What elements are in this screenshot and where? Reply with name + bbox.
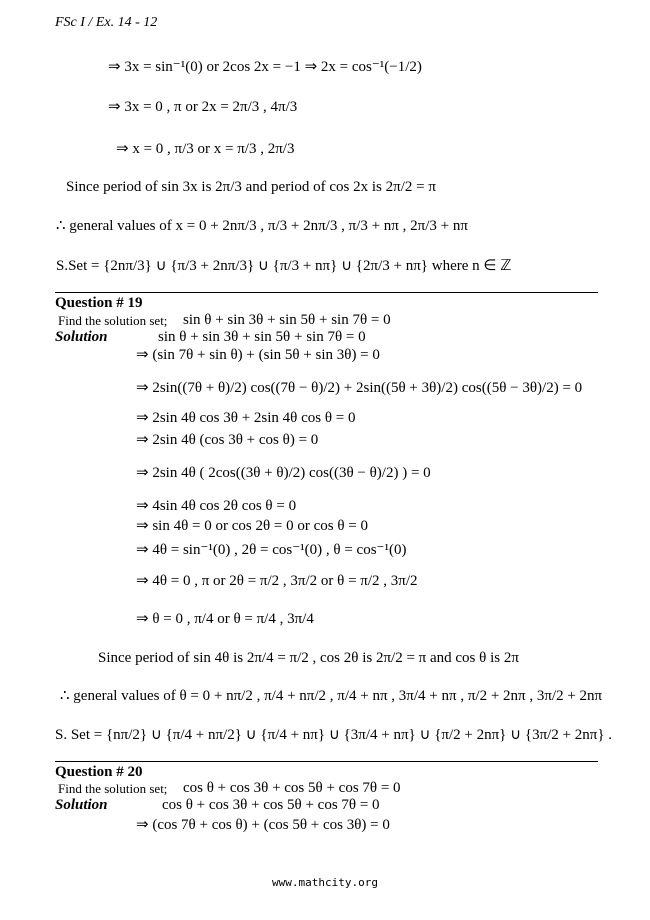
q20-line-1: cos θ + cos 3θ + cos 5θ + cos 7θ = 0 — [162, 797, 380, 813]
prev-line-1: ⇒ 3x = sin⁻¹(0) or 2cos 2x = −1 ⇒ 2x = cos⁻¹(−1/2) — [108, 59, 422, 75]
q19-line-2: ⇒ (sin 7θ + sin θ) + (sin 5θ + sin 3θ) = 0 — [136, 347, 380, 363]
q19-line-7: ⇒ 4sin 4θ cos 2θ cos θ = 0 — [136, 498, 297, 514]
q19-line-10: ⇒ 4θ = 0 , π or 2θ = π/2 , 3π/2 or θ = π/2 , 3π/2 — [136, 573, 418, 589]
q19-line-6: ⇒ 2sin 4θ ( 2cos((3θ + θ)/2) cos((3θ − θ)/2) ) = 0 — [136, 465, 431, 481]
question-20-heading: Question # 20 — [55, 764, 143, 780]
q19-period-line: Since period of sin 4θ is 2π/4 = π/2 , cos 2θ is 2π/2 = π and cos θ is 2π — [98, 650, 519, 666]
q19-line-4: ⇒ 2sin 4θ cos 3θ + 2sin 4θ cos θ = 0 — [136, 410, 356, 426]
q19-general-values: ∴ general values of θ = 0 + nπ/2 , π/4 + nπ/2 , π/4 + nπ , 3π/4 + nπ , π/2 + 2nπ , 3π/2 + 2nπ — [60, 688, 603, 704]
q19-line-11: ⇒ θ = 0 , π/4 or θ = π/4 , 3π/4 — [136, 611, 314, 627]
prev-line-3: ⇒ x = 0 , π/3 or x = π/3 , 2π/3 — [116, 141, 295, 157]
divider-q20 — [55, 761, 598, 762]
question-20-equation: cos θ + cos 3θ + cos 5θ + cos 7θ = 0 — [183, 780, 401, 796]
q19-line-9: ⇒ 4θ = sin⁻¹(0) , 2θ = cos⁻¹(0) , θ = cos⁻¹(0) — [136, 542, 407, 558]
question-19-solution-label: Solution — [55, 329, 108, 345]
question-20-solution-label: Solution — [55, 797, 108, 813]
q20-line-2: ⇒ (cos 7θ + cos θ) + (cos 5θ + cos 3θ) = 0 — [136, 817, 390, 833]
q19-line-1: sin θ + sin 3θ + sin 5θ + sin 7θ = 0 — [158, 329, 366, 345]
prev-line-5: ∴ general values of x = 0 + 2nπ/3 , π/3 + 2nπ/3 , π/3 + nπ , 2π/3 + nπ — [56, 218, 468, 234]
q19-line-5: ⇒ 2sin 4θ (cos 3θ + cos θ) = 0 — [136, 432, 319, 448]
divider-q19 — [55, 292, 598, 293]
question-19-equation: sin θ + sin 3θ + sin 5θ + sin 7θ = 0 — [183, 312, 391, 328]
footer-url[interactable]: www.mathcity.org — [272, 876, 378, 889]
prev-line-2: ⇒ 3x = 0 , π or 2x = 2π/3 , 4π/3 — [108, 99, 298, 115]
question-19-prompt: Find the solution set; — [58, 313, 168, 328]
q19-line-3: ⇒ 2sin((7θ + θ)/2) cos((7θ − θ)/2) + 2sin((5θ + 3θ)/2) cos((5θ − 3θ)/2) = 0 — [136, 380, 583, 396]
question-20-prompt: Find the solution set; — [58, 781, 168, 796]
solution-set-line: S.Set = {2nπ/3} ∪ {π/3 + 2nπ/3} ∪ {π/3 + nπ} ∪ {2π/3 + nπ} where n ∈ ℤ — [56, 258, 512, 274]
question-19-heading: Question # 19 — [55, 295, 143, 311]
q19-line-8: ⇒ sin 4θ = 0 or cos 2θ = 0 or cos θ = 0 — [136, 518, 368, 534]
page-header: FSc I / Ex. 14 - 12 — [55, 15, 158, 30]
prev-line-4: Since period of sin 3x is 2π/3 and period of cos 2x is 2π/2 = π — [66, 179, 436, 195]
q19-solution-set: S. Set = {nπ/2} ∪ {π/4 + nπ/2} ∪ {π/4 + nπ} ∪ {3π/4 + nπ} ∪ {π/2 + 2nπ} ∪ {3π/2 + 2nπ} . — [55, 727, 613, 743]
